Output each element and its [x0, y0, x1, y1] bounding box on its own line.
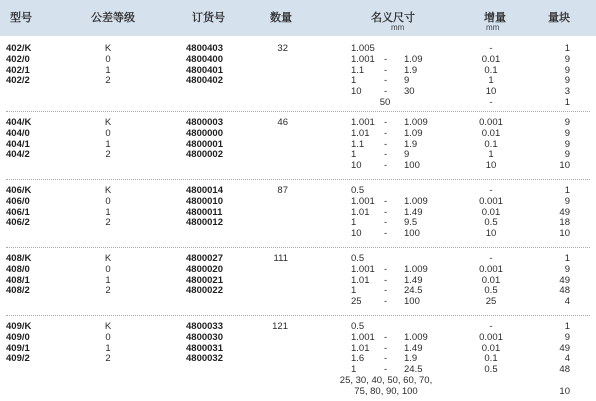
size-dash-cell: -	[384, 342, 388, 354]
size-dash-cell: -	[384, 149, 388, 161]
increment-cell: -	[489, 43, 493, 54]
increment-cell: 0.01	[481, 342, 501, 354]
increment-cell: 0.5	[484, 364, 498, 376]
blocks-cell: 49	[559, 342, 570, 354]
blocks-cell: 1	[564, 43, 570, 54]
size-to-cell: 100	[404, 296, 420, 308]
size-from-cell: 10	[351, 160, 362, 172]
blocks-cell: 9	[564, 138, 570, 150]
size-dash-cell: -	[384, 86, 388, 98]
size-from-cell: 1.6	[351, 353, 365, 365]
order-number-cell: 4800027	[186, 253, 223, 264]
increment-cell: -	[489, 253, 493, 264]
size-dash-cell: -	[384, 160, 388, 172]
size-from-cell: 1.001	[351, 263, 375, 275]
quantity-cell: 87	[277, 185, 288, 196]
type-cell: 409/0	[6, 331, 30, 343]
size-from-cell: 1	[351, 75, 357, 87]
col-type-header: 型号	[10, 12, 32, 24]
size-from-cell: 1.01	[351, 342, 370, 354]
grade-cell: 0	[105, 331, 111, 343]
type-cell: 408/1	[6, 274, 30, 286]
size-to-cell: 1.49	[404, 274, 423, 286]
blocks-cell: 18	[559, 217, 570, 229]
grade-cell: 1	[105, 342, 111, 354]
increment-cell: -	[489, 97, 493, 108]
size-from-cell: 1.001	[351, 117, 375, 128]
grade-cell: 0	[105, 195, 111, 207]
size-list-cell: 75, 80, 90, 100	[354, 385, 418, 397]
blocks-cell: 9	[564, 149, 570, 161]
size-from-cell: 1.001	[351, 195, 375, 207]
size-from-cell: 1.001	[351, 53, 375, 65]
group-separator	[6, 247, 590, 248]
size-to-cell: 1.009	[404, 331, 428, 343]
size-to-cell: 100	[404, 228, 420, 240]
size-from-cell: 1.001	[351, 331, 375, 343]
size-dash-cell: -	[384, 274, 388, 286]
grade-cell: 2	[105, 75, 111, 87]
grade-cell: 2	[105, 285, 111, 297]
size-from-cell: 10	[351, 228, 362, 240]
increment-cell: 0.01	[481, 274, 501, 286]
increment-cell: 0.1	[484, 138, 498, 150]
grade-cell: 1	[105, 64, 111, 76]
blocks-cell: 9	[564, 195, 570, 207]
grade-cell: 2	[105, 149, 111, 161]
type-cell: 408/0	[6, 263, 30, 275]
grade-cell: 2	[105, 353, 111, 365]
blocks-cell: 1	[564, 185, 570, 196]
size-to-cell: 1.009	[404, 195, 428, 207]
order-number-cell: 4800000	[186, 127, 223, 139]
quantity-cell: 46	[277, 117, 288, 128]
group-separator	[6, 111, 590, 112]
size-dash-cell: -	[384, 285, 388, 297]
grade-cell: K	[104, 117, 112, 128]
type-cell: 406/K	[6, 185, 32, 196]
size-to-cell: 9	[404, 149, 410, 161]
blocks-cell: 1	[564, 321, 570, 332]
order-number-cell: 4800032	[186, 353, 223, 365]
type-cell: 402/K	[6, 43, 32, 54]
type-cell: 404/0	[6, 127, 30, 139]
quantity-cell: 111	[273, 253, 288, 264]
size-from-cell: 1.1	[351, 138, 365, 150]
blocks-cell: 1	[564, 253, 570, 264]
size-dash-cell: -	[384, 75, 388, 87]
type-cell: 404/K	[6, 117, 32, 128]
blocks-cell: 9	[564, 127, 570, 139]
grade-cell: 1	[105, 274, 111, 286]
size-from-cell: 1.1	[351, 64, 365, 76]
order-number-cell: 4800002	[186, 149, 223, 161]
order-number-cell: 4800021	[186, 274, 223, 286]
size-to-cell: 1.49	[404, 342, 423, 354]
size-from-cell: 1.005	[351, 43, 375, 54]
size-dash-cell: -	[384, 331, 388, 343]
order-number-cell: 4800031	[186, 342, 223, 354]
size-from-cell: 1.01	[351, 274, 370, 286]
size-dash-cell: -	[384, 217, 388, 229]
col-quantity-header: 数量	[270, 12, 292, 24]
order-number-cell: 4800012	[186, 217, 223, 229]
increment-cell: 0.1	[484, 64, 498, 76]
blocks-cell: 10	[559, 385, 570, 397]
blocks-cell: 4	[564, 296, 570, 308]
size-dash-cell: -	[384, 353, 388, 365]
order-number-cell: 4800030	[186, 331, 223, 343]
grade-cell: 2	[105, 217, 111, 229]
size-to-cell: 9.5	[404, 217, 418, 229]
size-to-cell: 1.009	[404, 263, 428, 275]
col-size-header: 名义尺寸	[371, 12, 415, 24]
increment-cell: 0.001	[479, 117, 503, 128]
col-increment-header: 增量	[484, 12, 506, 24]
type-cell: 409/K	[6, 321, 32, 332]
increment-cell: 0.001	[479, 331, 503, 343]
increment-cell: 0.01	[481, 206, 501, 218]
size-to-cell: 1.9	[404, 353, 418, 365]
size-to-cell: 30	[404, 86, 415, 98]
order-number-cell: 4800003	[186, 117, 223, 128]
increment-cell: 0.5	[484, 217, 498, 229]
size-from-cell: 25	[351, 296, 362, 308]
blocks-cell: 9	[564, 331, 570, 343]
grade-cell: 0	[105, 53, 111, 65]
size-from-cell: 1	[351, 364, 357, 376]
size-dash-cell: -	[384, 117, 388, 128]
grade-cell: 0	[105, 127, 111, 139]
size-from-cell: 0.5	[351, 321, 365, 332]
size-list-cell: 50	[379, 97, 391, 108]
size-from-cell: 0.5	[351, 185, 365, 196]
grade-cell: 1	[105, 206, 111, 218]
type-cell: 404/1	[6, 138, 30, 150]
quantity-cell: 32	[277, 43, 288, 54]
increment-cell: -	[489, 185, 493, 196]
size-to-cell: 1.009	[404, 117, 428, 128]
size-dash-cell: -	[384, 263, 388, 275]
increment-cell: 0.01	[481, 127, 501, 139]
order-number-cell: 4800014	[186, 185, 223, 196]
order-number-cell: 4800401	[186, 64, 223, 76]
size-to-cell: 1.09	[404, 127, 423, 139]
blocks-cell: 9	[564, 75, 570, 87]
order-number-cell: 4800001	[186, 138, 223, 150]
order-number-cell: 4800010	[186, 195, 223, 207]
size-to-cell: 1.9	[404, 64, 418, 76]
size-dash-cell: -	[384, 195, 388, 207]
size-from-cell: 0.5	[351, 253, 365, 264]
size-to-cell: 24.5	[404, 364, 423, 376]
quantity-cell: 121	[272, 321, 288, 332]
group-separator	[6, 315, 590, 316]
type-cell: 408/K	[6, 253, 32, 264]
blocks-cell: 48	[559, 285, 570, 297]
type-cell: 402/0	[6, 53, 30, 65]
col-size-unit: mm	[391, 23, 405, 32]
increment-cell: -	[489, 321, 493, 332]
size-to-cell: 1.49	[404, 206, 423, 218]
type-cell: 406/1	[6, 206, 30, 218]
size-dash-cell: -	[384, 296, 388, 308]
size-dash-cell: -	[384, 228, 388, 240]
blocks-cell: 10	[559, 228, 570, 240]
blocks-cell: 48	[559, 364, 570, 376]
size-from-cell: 1	[351, 217, 357, 229]
table-header	[0, 0, 596, 36]
type-cell: 406/0	[6, 195, 30, 207]
blocks-cell: 9	[564, 64, 570, 76]
size-to-cell: 100	[404, 160, 420, 172]
size-list-cell: 25, 30, 40, 50, 60, 70,	[339, 375, 433, 386]
grade-cell: K	[104, 185, 112, 196]
group-separator	[6, 179, 590, 180]
type-cell: 402/2	[6, 75, 30, 87]
increment-cell: 0.01	[481, 53, 501, 65]
size-from-cell: 10	[351, 86, 362, 98]
increment-cell: 0.001	[479, 195, 503, 207]
order-number-cell: 4800033	[186, 321, 223, 332]
blocks-cell: 1	[564, 97, 570, 108]
blocks-cell: 10	[559, 160, 570, 172]
col-order-header: 订货号	[192, 12, 225, 24]
blocks-cell: 4	[564, 353, 570, 365]
size-from-cell: 1.01	[351, 127, 370, 139]
increment-cell: 0.1	[484, 353, 498, 365]
order-number-cell: 4800022	[186, 285, 223, 297]
blocks-cell: 9	[564, 117, 570, 128]
increment-cell: 10	[485, 228, 497, 240]
col-blocks-header: 量块	[548, 12, 570, 24]
blocks-cell: 9	[564, 263, 570, 275]
order-number-cell: 4800020	[186, 263, 223, 275]
blocks-cell: 49	[559, 206, 570, 218]
size-dash-cell: -	[384, 127, 388, 139]
grade-cell: K	[104, 253, 112, 264]
order-number-cell: 4800402	[186, 75, 223, 87]
increment-cell: 1	[488, 149, 494, 161]
increment-cell: 25	[485, 296, 497, 308]
increment-cell: 0.001	[479, 263, 503, 275]
grade-cell: 1	[105, 138, 111, 150]
order-number-cell: 4800400	[186, 53, 223, 65]
size-dash-cell: -	[384, 206, 388, 218]
size-dash-cell: -	[384, 364, 388, 376]
blocks-cell: 9	[564, 53, 570, 65]
size-from-cell: 1	[351, 285, 357, 297]
type-cell: 409/1	[6, 342, 30, 354]
col-increment-unit: mm	[486, 23, 500, 32]
grade-cell: K	[104, 321, 112, 332]
blocks-cell: 49	[559, 274, 570, 286]
size-from-cell: 1	[351, 149, 357, 161]
size-dash-cell: -	[384, 138, 388, 150]
increment-cell: 0.5	[484, 285, 498, 297]
size-to-cell: 1.09	[404, 53, 423, 65]
size-to-cell: 24.5	[404, 285, 423, 297]
increment-cell: 1	[488, 75, 494, 87]
order-number-cell: 4800011	[186, 206, 223, 218]
size-to-cell: 9	[404, 75, 410, 87]
type-cell: 408/2	[6, 285, 30, 297]
type-cell: 409/2	[6, 353, 30, 365]
increment-cell: 10	[485, 160, 497, 172]
size-dash-cell: -	[384, 64, 388, 76]
col-tolerance-header: 公差等级	[91, 12, 135, 24]
blocks-cell: 3	[564, 86, 570, 98]
type-cell: 404/2	[6, 149, 30, 161]
order-number-cell: 4800403	[186, 43, 223, 54]
size-to-cell: 1.9	[404, 138, 418, 150]
type-cell: 406/2	[6, 217, 30, 229]
size-dash-cell: -	[384, 53, 388, 65]
type-cell: 402/1	[6, 64, 30, 76]
grade-cell: 0	[105, 263, 111, 275]
grade-cell: K	[104, 43, 112, 54]
size-from-cell: 1.01	[351, 206, 370, 218]
increment-cell: 10	[485, 86, 497, 98]
